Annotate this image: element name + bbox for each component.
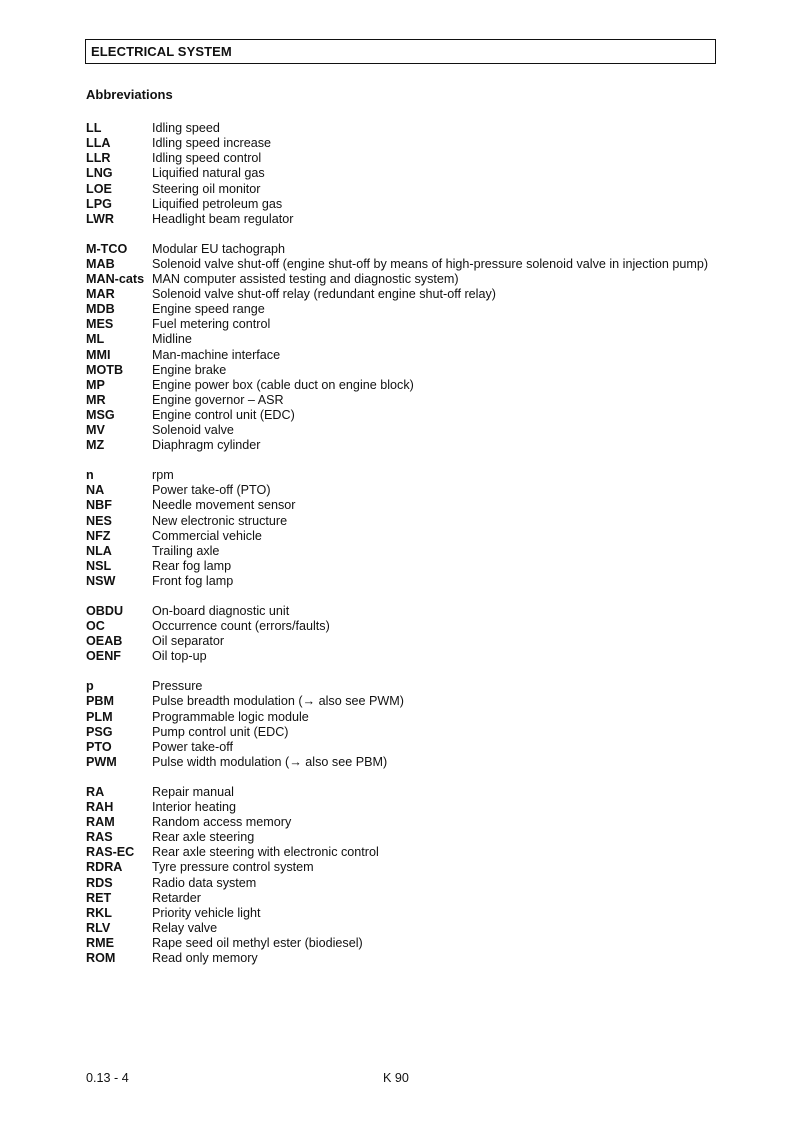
abbreviation-row — [86, 634, 716, 649]
abbreviation-definition: Headlight beam regulator — [152, 211, 294, 226]
abbreviation-term: RLV — [86, 920, 111, 935]
abbreviations-heading: Abbreviations — [86, 87, 173, 102]
abbreviation-definition: Radio data system — [152, 875, 257, 890]
abbreviation-term: NLA — [86, 543, 112, 558]
abbreviation-group — [86, 604, 716, 665]
abbreviation-term: M-TCO — [86, 241, 128, 256]
abbreviation-term: OEAB — [86, 634, 123, 649]
abbreviation-definition: Engine speed range — [152, 302, 265, 317]
abbreviation-definition: Rear fog lamp — [152, 558, 232, 573]
abbreviation-definition: Rear axle steering with electronic control — [152, 845, 379, 860]
abbreviation-definition: MAN computer assisted testing and diagnostic system) — [152, 271, 459, 286]
abbreviation-definition: Diaphragm cylinder — [152, 438, 261, 453]
abbreviation-term: LLR — [86, 151, 111, 166]
abbreviation-term: OC — [86, 619, 105, 634]
abbreviation-term: MSG — [86, 408, 115, 423]
abbreviation-row — [86, 951, 716, 966]
abbreviation-term: ML — [86, 332, 105, 347]
abbreviation-term: NBF — [86, 498, 112, 513]
abbreviation-row — [86, 574, 716, 589]
abbreviation-row — [86, 151, 716, 166]
abbreviation-row — [86, 423, 716, 438]
abbreviation-row — [86, 257, 716, 272]
abbreviation-group — [86, 121, 716, 227]
abbreviation-group — [86, 785, 716, 967]
abbreviation-term: PSG — [86, 724, 113, 739]
abbreviation-definition: On-board diagnostic unit — [152, 604, 290, 619]
abbreviation-term: n — [86, 468, 94, 483]
abbreviation-term: MV — [86, 423, 105, 438]
abbreviation-term: RAS — [86, 830, 113, 845]
abbreviation-term: PTO — [86, 739, 112, 754]
abbreviation-term: LNG — [86, 166, 113, 181]
abbreviation-row — [86, 936, 716, 951]
abbreviation-definition: Pump control unit (EDC) — [152, 724, 289, 739]
abbreviation-term: NES — [86, 513, 112, 528]
abbreviation-row — [86, 679, 716, 694]
abbreviation-term: MR — [86, 392, 106, 407]
abbreviation-row — [86, 166, 716, 181]
abbreviation-definition: Engine control unit (EDC) — [152, 408, 295, 423]
abbreviation-row — [86, 876, 716, 891]
abbreviation-row — [86, 136, 716, 151]
abbreviation-term: MZ — [86, 438, 105, 453]
abbreviation-definition: Retarder — [152, 890, 201, 905]
abbreviation-definition: Pulse breadth modulation (→ also see PWM) — [152, 694, 404, 709]
abbreviation-row — [86, 348, 716, 363]
abbreviation-definition: Power take-off — [152, 739, 233, 754]
abbreviation-term: LLA — [86, 136, 111, 151]
abbreviation-list — [86, 121, 716, 981]
abbreviation-definition: Steering oil monitor — [152, 181, 261, 196]
abbreviation-term: MAR — [86, 287, 115, 302]
abbreviation-definition: Occurrence count (errors/faults) — [152, 619, 330, 634]
abbreviation-definition: Man-machine interface — [152, 347, 281, 362]
abbreviation-definition: Midline — [152, 332, 192, 347]
abbreviation-definition: Idling speed — [152, 121, 220, 135]
abbreviation-definition: Engine power box (cable duct on engine block) — [152, 377, 414, 392]
abbreviation-definition: Modular EU tachograph — [152, 241, 286, 256]
abbreviation-term: MAN-cats — [86, 271, 145, 286]
abbreviation-definition: Relay valve — [152, 920, 218, 935]
section-title: ELECTRICAL SYSTEM — [91, 44, 232, 59]
abbreviation-row — [86, 468, 716, 483]
page-number: 0.13 - 4 — [86, 1071, 129, 1085]
abbreviation-row — [86, 182, 716, 197]
abbreviation-definition: Pulse width modulation (→ also see PBM) — [152, 754, 388, 769]
abbreviation-definition: Oil separator — [152, 634, 225, 649]
abbreviation-row — [86, 710, 716, 725]
abbreviation-group — [86, 468, 716, 589]
abbreviation-term: RME — [86, 936, 114, 951]
abbreviation-term: RDS — [86, 875, 113, 890]
abbreviation-row — [86, 649, 716, 664]
abbreviation-definition: New electronic structure — [152, 513, 288, 528]
abbreviation-row — [86, 815, 716, 830]
abbreviation-row — [86, 604, 716, 619]
abbreviation-row — [86, 921, 716, 936]
abbreviation-term: LWR — [86, 211, 114, 226]
abbreviation-row — [86, 121, 716, 136]
abbreviation-term: RA — [86, 784, 105, 799]
abbreviation-term: MMI — [86, 347, 111, 362]
abbreviation-definition: Liquified natural gas — [152, 166, 265, 181]
abbreviation-term: RDRA — [86, 860, 123, 875]
abbreviation-term: ROM — [86, 951, 116, 966]
abbreviation-row — [86, 408, 716, 423]
abbreviation-term: LPG — [86, 196, 112, 211]
abbreviation-group — [86, 242, 716, 454]
abbreviation-definition: Interior heating — [152, 799, 237, 814]
abbreviation-definition: Power take-off (PTO) — [152, 483, 271, 498]
abbreviation-row — [86, 287, 716, 302]
abbreviation-definition: Tyre pressure control system — [152, 860, 314, 875]
abbreviation-definition: Repair manual — [152, 784, 234, 799]
abbreviation-term: NSL — [86, 558, 112, 573]
abbreviation-row — [86, 619, 716, 634]
abbreviation-definition: Solenoid valve shut-off relay (redundant engine shut-off relay) — [152, 287, 496, 302]
abbreviation-term: PLM — [86, 709, 113, 724]
abbreviation-definition: Random access memory — [152, 815, 292, 830]
abbreviation-term: RAH — [86, 799, 114, 814]
abbreviation-row — [86, 830, 716, 845]
abbreviation-definition: Engine brake — [152, 362, 227, 377]
abbreviation-term: MDB — [86, 302, 115, 317]
abbreviation-definition: Priority vehicle light — [152, 905, 261, 920]
abbreviation-row — [86, 332, 716, 347]
abbreviation-row — [86, 197, 716, 212]
abbreviation-row — [86, 906, 716, 921]
abbreviation-row — [86, 755, 716, 770]
abbreviation-row — [86, 498, 716, 513]
abbreviation-row — [86, 302, 716, 317]
abbreviation-term: RAM — [86, 815, 115, 830]
abbreviation-term: PBM — [86, 694, 114, 709]
abbreviation-term: MES — [86, 317, 114, 332]
abbreviation-definition: Liquified petroleum gas — [152, 196, 283, 211]
abbreviation-term: PWM — [86, 754, 117, 769]
section-header-box — [85, 39, 716, 64]
abbreviation-definition: Trailing axle — [152, 543, 220, 558]
abbreviation-definition: Idling speed control — [152, 151, 262, 166]
abbreviation-definition: Fuel metering control — [152, 317, 271, 332]
abbreviation-row — [86, 860, 716, 875]
abbreviation-term: LOE — [86, 181, 112, 196]
abbreviation-definition: Needle movement sensor — [152, 498, 296, 513]
abbreviation-term: OENF — [86, 649, 121, 664]
abbreviation-definition: Solenoid valve — [152, 423, 234, 438]
abbreviation-row — [86, 740, 716, 755]
abbreviation-row — [86, 725, 716, 740]
abbreviation-row — [86, 317, 716, 332]
abbreviation-term: RKL — [86, 905, 112, 920]
abbreviation-term: LL — [86, 121, 102, 135]
abbreviation-term: NA — [86, 483, 105, 498]
abbreviation-definition: rpm — [152, 468, 174, 483]
abbreviation-definition: Programmable logic module — [152, 709, 309, 724]
abbreviation-definition: Solenoid valve shut-off (engine shut-off by means of high-pressure solenoid valve in injection pump) — [152, 256, 709, 271]
abbreviation-term: NFZ — [86, 528, 111, 543]
abbreviation-row — [86, 438, 716, 453]
abbreviation-definition: Rear axle steering — [152, 830, 255, 845]
abbreviation-row — [86, 785, 716, 800]
document-code: K 90 — [383, 1071, 409, 1085]
abbreviation-row — [86, 544, 716, 559]
abbreviation-definition: Read only memory — [152, 951, 258, 966]
abbreviation-row — [86, 363, 716, 378]
abbreviation-row — [86, 891, 716, 906]
abbreviation-definition: Engine governor – ASR — [152, 392, 284, 407]
abbreviation-row — [86, 559, 716, 574]
abbreviation-row — [86, 242, 716, 257]
abbreviation-row — [86, 483, 716, 498]
abbreviation-term: OBDU — [86, 604, 124, 619]
abbreviation-term: NSW — [86, 574, 116, 589]
abbreviation-definition: Idling speed increase — [152, 136, 272, 151]
abbreviation-definition: Commercial vehicle — [152, 528, 262, 543]
abbreviation-row — [86, 272, 716, 287]
abbreviation-term: RAS-EC — [86, 845, 135, 860]
abbreviation-definition: Front fog lamp — [152, 574, 234, 589]
abbreviation-row — [86, 393, 716, 408]
abbreviation-row — [86, 845, 716, 860]
abbreviation-definition: Pressure — [152, 679, 203, 694]
abbreviation-group — [86, 679, 716, 770]
abbreviation-term: MP — [86, 377, 105, 392]
abbreviation-term: p — [86, 679, 94, 694]
abbreviation-row — [86, 694, 716, 709]
abbreviation-definition: Rape seed oil methyl ester (biodiesel) — [152, 936, 363, 951]
abbreviation-row — [86, 378, 716, 393]
abbreviation-row — [86, 514, 716, 529]
abbreviation-definition: Oil top-up — [152, 649, 207, 664]
abbreviation-term: RET — [86, 890, 112, 905]
abbreviation-term: MAB — [86, 256, 115, 271]
abbreviation-row — [86, 800, 716, 815]
abbreviation-row — [86, 529, 716, 544]
abbreviation-term: MOTB — [86, 362, 124, 377]
abbreviation-row — [86, 212, 716, 227]
